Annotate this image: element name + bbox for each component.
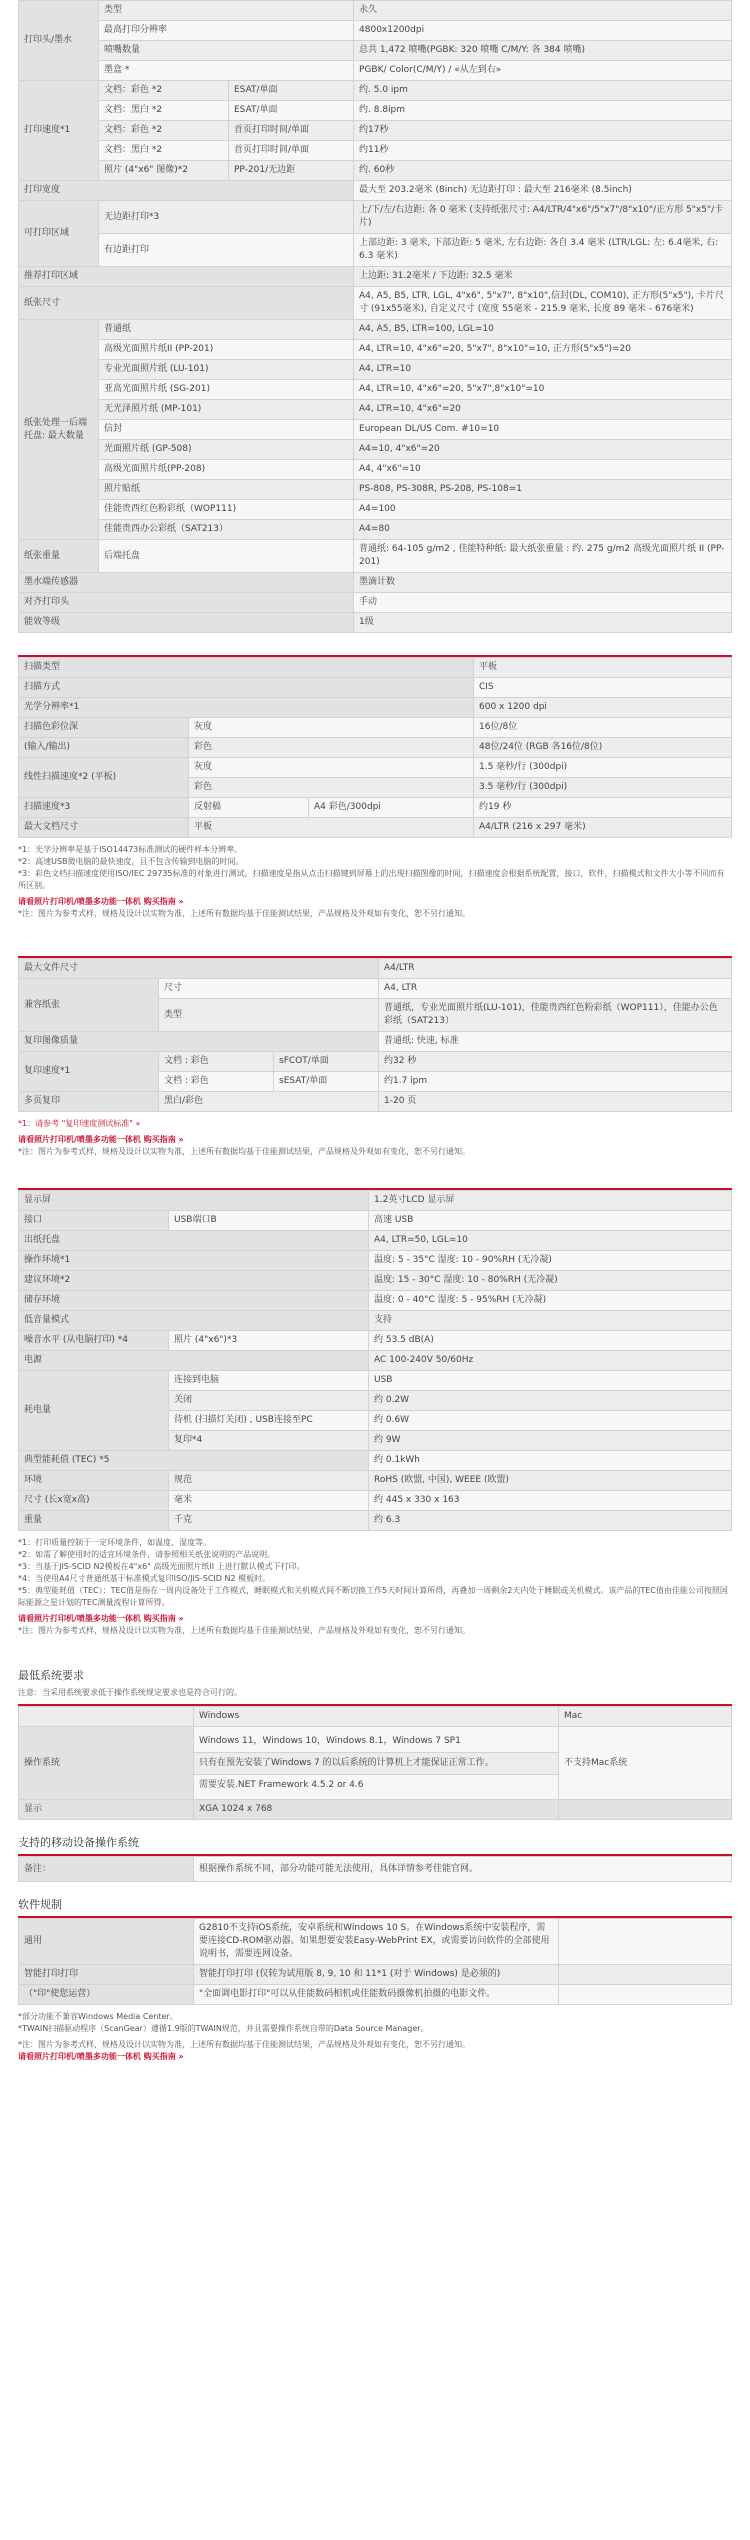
footnote: *3：彩色文档扫描速度使用ISO/IEC 29735标准的对象进行测试。扫描速度是指从点击扫描键到屏幕上的出现扫描图像的时间，扫描速度会根据系统配置，接口，软件，扫描模式和文件大小等不同而有所区别。: [18, 869, 725, 890]
table-cell: [559, 1965, 732, 1985]
table-row: [19, 201, 732, 234]
group-label: 重量: [19, 1511, 169, 1531]
table-cell: 文档：彩色 *2: [99, 121, 229, 141]
table-cell: 无光泽照片纸 (MP-101): [99, 400, 354, 420]
group-label: 推荐打印区域: [19, 267, 354, 287]
table-row: [19, 500, 732, 520]
group-label: 复印速度*1: [19, 1052, 159, 1092]
table-value: 约19 秒: [474, 798, 732, 818]
table-value: A4=100: [354, 500, 732, 520]
scan-notes: [18, 838, 732, 896]
table-value: 1级: [354, 613, 732, 633]
table-cell: [194, 1727, 559, 1800]
table-value: 墨滴计数: [354, 573, 732, 593]
table-cell: sESAT/单面: [274, 1072, 379, 1092]
group-label: 最大文件尺寸: [19, 959, 379, 979]
footnote: *TWAIN扫描驱动程序（ScanGear）遵循1.9版的TWAIN规范，并且需要操作系统自带的Data Source Manager。: [18, 2024, 429, 2033]
table-value: 约. 8.8ipm: [354, 101, 732, 121]
table-row: [19, 1, 732, 21]
table-cell: sFCOT/单面: [274, 1052, 379, 1072]
table-row: [19, 1271, 732, 1291]
table-row: [19, 287, 732, 320]
table-row: [19, 979, 732, 999]
table-cell: 灰度: [189, 758, 474, 778]
table-value: A4/LTR: [379, 959, 732, 979]
table-row: [19, 1052, 732, 1072]
group-label: （"印"使您运营）: [19, 1985, 194, 2005]
table-value: A4, LTR: [379, 979, 732, 999]
scan-spec-table: [18, 657, 732, 838]
table-cell: 反射稿: [189, 798, 309, 818]
table-value: 约 0.2W: [369, 1391, 732, 1411]
table-row: [19, 1451, 732, 1471]
footnote: *部分功能不兼容Windows Media Center。: [18, 2012, 178, 2021]
table-cell: 佳能贵西办公彩纸（SAT213）: [99, 520, 354, 540]
general-spec-section: [18, 1188, 732, 1637]
table-value: European DL/US Com. #10=10: [354, 420, 732, 440]
table-row: [19, 1191, 732, 1211]
table-row: [19, 1371, 732, 1391]
table-row: [19, 678, 732, 698]
table-value: 3.5 毫秒/行 (300dpi): [474, 778, 732, 798]
table-value: 约11秒: [354, 141, 732, 161]
copy-notes: [18, 1112, 732, 1134]
table-value: 普通纸，专业光面照片纸(LU-101)，佳能贵西红色粉彩纸（WOP111），佳能办公色彩纸（SAT213）: [379, 999, 732, 1032]
table-row: [19, 718, 732, 738]
table-value: CIS: [474, 678, 732, 698]
footnote: *1：光学分辨率是基于ISO14473标准测试的硬件样本分辨率。: [18, 845, 243, 854]
table-cell: 佳能贵西红色粉彩纸（WOP111): [99, 500, 354, 520]
table-row: [19, 1351, 732, 1371]
table-cell: ESAT/单面: [229, 81, 354, 101]
table-row: [19, 1331, 732, 1351]
table-value: 约 445 x 330 x 163: [369, 1491, 732, 1511]
system-req-table: [18, 1706, 732, 1820]
table-row: [19, 1311, 732, 1331]
group-label: 储存环境: [19, 1291, 369, 1311]
table-row: [19, 360, 732, 380]
group-label: 耗电量: [19, 1371, 169, 1451]
copy-speed-note[interactable]: *1：请参考 "复印速度测试标准" »: [18, 1119, 141, 1128]
table-value: 平板: [474, 658, 732, 678]
group-label: 最大文档尺寸: [19, 818, 189, 838]
group-label: 打印速度*1: [19, 81, 99, 181]
table-cell: 显示: [19, 1800, 194, 1820]
table-value: A4=10, 4"x6"=20: [354, 440, 732, 460]
table-row: [19, 320, 732, 340]
table-value: 约 9W: [369, 1431, 732, 1451]
table-row: [19, 593, 732, 613]
table-value: A4, LTR=50, LGL=10: [369, 1231, 732, 1251]
table-cell: 照片 (4"x6")*3: [169, 1331, 369, 1351]
group-label: (输入/输出): [19, 738, 189, 758]
table-value: 约 0.1kWh: [369, 1451, 732, 1471]
group-label: 纸张处理一后端托盘: 最大数量: [19, 320, 99, 540]
table-row: [19, 520, 732, 540]
table-value: A4, 4"x6"=10: [354, 460, 732, 480]
table-cell: 类型: [99, 1, 354, 21]
table-row: [19, 1511, 732, 1531]
table-value: A4/LTR (216 x 297 毫米): [474, 818, 732, 838]
table-row: [19, 234, 732, 267]
windows-line: Windows 11，Windows 10，Windows 8.1，Windows 7 SP1: [194, 1731, 558, 1753]
table-value: A4=80: [354, 520, 732, 540]
table-value: 约17秒: [354, 121, 732, 141]
table-value: 温度: 5 - 35°C 湿度: 10 - 90%RH (无冷凝): [369, 1251, 732, 1271]
group-label: 能效等级: [19, 613, 354, 633]
table-row: [19, 1251, 732, 1271]
group-label: 打印头/墨水: [19, 1, 99, 81]
table-value: 约. 5.0 ipm: [354, 81, 732, 101]
group-label: 接口: [19, 1211, 169, 1231]
copy-spec-section: [18, 956, 732, 1158]
system-req-section: [18, 1667, 732, 1820]
table-value: 智能打印打印 (仅转为试用版 8, 9, 10 和 11*1 (对于 Windows) 是必须的): [194, 1965, 559, 1985]
table-cell: 灰度: [189, 718, 474, 738]
table-cell: 文档：彩色 *2: [99, 81, 229, 101]
table-value: 约1.7 ipm: [379, 1072, 732, 1092]
group-label: 对齐打印头: [19, 593, 354, 613]
table-cell: 彩色: [189, 738, 474, 758]
group-label: 智能打印打印: [19, 1965, 194, 1985]
table-value: 1.5 毫秒/行 (300dpi): [474, 758, 732, 778]
table-cell: 有边距打印: [99, 234, 354, 267]
table-cell: 规范: [169, 1471, 369, 1491]
table-value: 支持: [369, 1311, 732, 1331]
disclaimer: *注：图片为参考式样，规格及设计以实物为准，上述所有数据均基于佳能测试结果，产品规格及外观如有变化，恕不另行通知。: [18, 1626, 470, 1635]
table-row: [19, 181, 732, 201]
table-row: [19, 698, 732, 718]
table-row: [19, 1092, 732, 1112]
group-label: 复印图像质量: [19, 1032, 379, 1052]
table-cell: 照片贴纸: [99, 480, 354, 500]
table-cell: [559, 1919, 732, 1965]
section-title: 软件规制: [18, 1898, 62, 1911]
table-cell: 专业光面照片纸 (LU-101): [99, 360, 354, 380]
group-label: 纸张重量: [19, 540, 99, 573]
table-value: 普通纸: 64-105 g/m2 , 佳能特种纸: 最大纸张重量 : 约. 275 g/m2 高级光面照片纸 II (PP-201): [354, 540, 732, 573]
table-cell: 类型: [159, 999, 379, 1032]
footnote: *2：如需了解使用时的适宜环境条件，请参照相关纸张说明的产品说明。: [18, 1550, 276, 1559]
buying-guide-link[interactable]: 请看照片打印机/喷墨多功能一体机 购买指南 »: [18, 897, 184, 906]
table-cell: 文档 : 彩色: [159, 1052, 274, 1072]
table-row: [19, 613, 732, 633]
table-cell: 信封: [99, 420, 354, 440]
table-cell: 光面照片纸 (GP-508): [99, 440, 354, 460]
table-cell: [559, 1985, 732, 2005]
table-cell: 复印*4: [169, 1431, 369, 1451]
table-value: 约. 60秒: [354, 161, 732, 181]
table-cell: [559, 1800, 732, 1820]
table-row: [19, 420, 732, 440]
table-value: G2810不支持iOS系统，安卓系统和Windows 10 S。在Windows系统中安装程序，需要连接CD-ROM驱动器。如果想要安装Easy-WebPrint EX，或需要访问软件的全部使用说明书，需要连网设备。: [194, 1919, 559, 1965]
software-notes: [18, 2005, 732, 2039]
buying-guide-link[interactable]: 请看照片打印机/喷墨多功能一体机 购买指南 »: [18, 2052, 184, 2061]
table-value: A4, LTR=10, 4"x6"=20, 5"x7",8"x10"=10: [354, 380, 732, 400]
table-row: [19, 1491, 732, 1511]
table-value: 上/下/左/右边距: 各 0 毫米 (支持纸张尺寸: A4/LTR/4"x6"/5"x7"/8"x10"/正方形 5"x5"/卡片): [354, 201, 732, 234]
software-table: [18, 1918, 732, 2005]
group-label: 建议环境*2: [19, 1271, 369, 1291]
group-label: 线性扫描速度*2 (平板): [19, 758, 189, 798]
section-title: 最低系统要求: [18, 1669, 84, 1682]
table-value: A4, A5, B5, LTR, LGL, 4"x6", 5"x7", 8"x10",信封(DL, COM10), 正方形(5"x5"), 卡片尺寸 (91x55毫米), 自定义尺寸 (宽度 55毫米 - 215.9 毫米, 长度 89 毫米 - 676毫米): [354, 287, 732, 320]
table-row: [19, 1231, 732, 1251]
table-cell: 墨盒 *: [99, 61, 354, 81]
table-cell: 亚高光面照片纸 (SG-201): [99, 380, 354, 400]
table-cell: 连接到电脑: [169, 1371, 369, 1391]
mobile-os-table: [18, 1856, 732, 1882]
table-row: [19, 400, 732, 420]
table-row: [19, 1857, 732, 1882]
table-cell: Windows: [194, 1707, 559, 1727]
table-value: 600 x 1200 dpi: [474, 698, 732, 718]
section-subtitle: 注意：当采用系统要求低于操作系统规定要求也是符合可行的。: [18, 1688, 242, 1697]
table-row: [19, 460, 732, 480]
group-label: 电源: [19, 1351, 369, 1371]
group-label: 可打印区域: [19, 201, 99, 267]
table-value: 16位/8位: [474, 718, 732, 738]
table-cell: 无边距打印*3: [99, 201, 354, 234]
table-row: [19, 101, 732, 121]
group-label: 低音量模式: [19, 1311, 369, 1331]
table-row: [19, 738, 732, 758]
windows-line: 只有在预先安装了Windows 7 的以后系统的计算机上才能保证正常工作。: [194, 1753, 558, 1775]
table-value: 4800x1200dpi: [354, 21, 732, 41]
table-row: [19, 267, 732, 287]
table-cell: 彩色: [189, 778, 474, 798]
group-label: 噪音水平 (从电脑打印) *4: [19, 1331, 169, 1351]
group-label: 扫描类型: [19, 658, 474, 678]
table-value: 约 6.3: [369, 1511, 732, 1531]
table-cell: 文档 : 彩色: [159, 1072, 274, 1092]
print-spec-section: [18, 0, 732, 633]
general-spec-table: [18, 1190, 732, 1531]
table-value: PGBK/ Color(C/M/Y) / «从左到右»: [354, 61, 732, 81]
table-cell: 待机 (扫描灯关闭) , USB连接至PC: [169, 1411, 369, 1431]
windows-line: 需要安装.NET Framework 4.5.2 or 4.6: [199, 1779, 364, 1790]
table-row: [19, 658, 732, 678]
table-cell: 首页打印时间/单面: [229, 141, 354, 161]
table-value: A4, LTR=10, 4"x6"=20: [354, 400, 732, 420]
buying-guide-link[interactable]: 请看照片打印机/喷墨多功能一体机 购买指南 »: [18, 1614, 184, 1623]
table-value: 温度: 0 - 40°C 湿度: 5 - 95%RH (无冷凝): [369, 1291, 732, 1311]
table-row: [19, 141, 732, 161]
table-row: [19, 1211, 732, 1231]
table-row: [19, 1727, 732, 1800]
table-cell: 首页打印时间/单面: [229, 121, 354, 141]
group-label: 多页复印: [19, 1092, 159, 1112]
table-value: 高速 USB: [369, 1211, 732, 1231]
group-label: 扫描色彩位深: [19, 718, 189, 738]
table-row: [19, 161, 732, 181]
table-value: PS-808, PS-308R, PS-208, PS-108=1: [354, 480, 732, 500]
table-cell: 喷嘴数量: [99, 41, 354, 61]
table-cell: A4 彩色/300dpi: [309, 798, 474, 818]
group-label: 扫描速度*3: [19, 798, 189, 818]
table-cell: [19, 1707, 194, 1727]
disclaimer: *注：图片为参考式样，规格及设计以实物为准，上述所有数据均基于佳能测试结果，产品规格及外观如有变化，恕不另行通知。: [18, 909, 470, 918]
group-label: 兼容纸张: [19, 979, 159, 1032]
table-row: [19, 540, 732, 573]
table-row: [19, 1291, 732, 1311]
group-label: 光学分辨率*1: [19, 698, 474, 718]
group-label: 纸张尺寸: [19, 287, 354, 320]
table-cell: 最高打印分辨率: [99, 21, 354, 41]
table-cell: ESAT/单面: [229, 101, 354, 121]
table-cell: 尺寸: [159, 979, 379, 999]
table-value: 上部边距: 3 毫米, 下部边距: 5 毫米, 左右边距: 各自 3.4 毫米 (LTR/LGL: 左: 6.4毫米, 右: 6.3 毫米): [354, 234, 732, 267]
table-cell: 千克: [169, 1511, 369, 1531]
group-label: 通用: [19, 1919, 194, 1965]
footnote: *3：当基于JIS-SCID N2模板在4"x6" 高级光面照片纸II 上进行默认模式下打印。: [18, 1562, 305, 1571]
group-label: 扫描方式: [19, 678, 474, 698]
table-value: 温度: 15 - 30°C 湿度: 10 - 80%RH (无冷凝): [369, 1271, 732, 1291]
table-value: 约32 秒: [379, 1052, 732, 1072]
table-cell: PP-201/无边距: [229, 161, 354, 181]
software-section: [18, 1896, 732, 2063]
copy-spec-table: [18, 958, 732, 1112]
mobile-os-section: [18, 1834, 732, 1882]
table-value: A4, LTR=10, 4"x6"=20, 5"x7", 8"x10"=10, 正方形(5"x5")=20: [354, 340, 732, 360]
table-cell: USB端口B: [169, 1211, 369, 1231]
table-row: [19, 380, 732, 400]
table-row: [19, 121, 732, 141]
table-value: 上边距: 31.2毫米 / 下边距: 32.5 毫米: [354, 267, 732, 287]
footnote: *1：打印质量控制于一定环境条件，如温度、湿度等。: [18, 1538, 212, 1547]
footnote: *4：当使用A4尺寸普通纸基于标准模式复印ISO/JIS-SCID N2 模板时。: [18, 1574, 271, 1583]
general-notes: [18, 1531, 732, 1613]
table-value: RoHS (欧盟, 中国), WEEE (欧盟): [369, 1471, 732, 1491]
table-value: "全面调电影打印"可以从佳能数码相机或佳能数码摄像机拍摄的电影文件。: [194, 1985, 559, 2005]
table-cell: 高级光面照片纸II (PP-201): [99, 340, 354, 360]
table-row: [19, 1032, 732, 1052]
table-row: [19, 61, 732, 81]
table-row: [19, 440, 732, 460]
table-cell: 普通纸: [99, 320, 354, 340]
print-spec-table: [18, 0, 732, 633]
table-row: [19, 1800, 732, 1820]
group-label: 尺寸 (长x宽x高): [19, 1491, 169, 1511]
table-cell: 关闭: [169, 1391, 369, 1411]
table-value: 最大至 203.2毫米 (8inch) 无边距打印 : 最大至 216毫米 (8.5inch): [354, 181, 732, 201]
group-label: 显示屏: [19, 1191, 369, 1211]
disclaimer: *注：图片为参考式样，规格及设计以实物为准，上述所有数据均基于佳能测试结果，产品规格及外观如有变化，恕不另行通知。: [18, 1147, 470, 1156]
table-value: A4, LTR=10: [354, 360, 732, 380]
table-row: [19, 1965, 732, 1985]
table-value: AC 100-240V 50/60Hz: [369, 1351, 732, 1371]
table-row: [19, 41, 732, 61]
table-cell: 操作系统: [19, 1727, 194, 1800]
table-value: 普通纸: 快速, 标准: [379, 1032, 732, 1052]
table-value: 48位/24位 (RGB 各16位/8位): [474, 738, 732, 758]
table-value: 手动: [354, 593, 732, 613]
table-row: [19, 573, 732, 593]
table-row: [19, 21, 732, 41]
table-row: [19, 1919, 732, 1965]
table-value: USB: [369, 1371, 732, 1391]
table-cell: 黑白/彩色: [159, 1092, 379, 1112]
table-cell: 根据操作系统不同，部分功能可能无法使用，具体详情参考佳能官网。: [194, 1857, 732, 1882]
group-label: 墨水端传感器: [19, 573, 354, 593]
table-cell: 文档：黑白 *2: [99, 141, 229, 161]
table-row: [19, 1707, 732, 1727]
table-cell: 高级光面照片纸(PP-208): [99, 460, 354, 480]
group-label: 环境: [19, 1471, 169, 1491]
group-label: 操作环境*1: [19, 1251, 369, 1271]
table-cell: 备注：: [19, 1857, 194, 1882]
buying-guide-link[interactable]: 请看照片打印机/喷墨多功能一体机 购买指南 »: [18, 1135, 184, 1144]
table-row: [19, 81, 732, 101]
table-cell: 不支持Mac系统: [559, 1727, 732, 1800]
table-row: [19, 480, 732, 500]
table-row: [19, 1985, 732, 2005]
table-value: 1-20 页: [379, 1092, 732, 1112]
table-row: [19, 798, 732, 818]
table-cell: XGA 1024 x 768: [194, 1800, 559, 1820]
table-row: [19, 818, 732, 838]
group-label: 出纸托盘: [19, 1231, 369, 1251]
table-row: [19, 959, 732, 979]
group-label: 打印宽度: [19, 181, 354, 201]
table-cell: 毫米: [169, 1491, 369, 1511]
footnote: *2：高速USB微电脑的最快速度，且不包含传输到电脑的时间。: [18, 857, 244, 866]
table-value: 永久: [354, 1, 732, 21]
table-cell: 文档：黑白 *2: [99, 101, 229, 121]
table-cell: 后端托盘: [99, 540, 354, 573]
section-title: 支持的移动设备操作系统: [18, 1836, 139, 1849]
table-row: [19, 340, 732, 360]
table-value: 约 53.5 dB(A): [369, 1331, 732, 1351]
table-value: 约 0.6W: [369, 1411, 732, 1431]
table-value: 总共 1,472 喷嘴(PGBK: 320 喷嘴 C/M/Y: 各 384 喷嘴): [354, 41, 732, 61]
table-row: [19, 1471, 732, 1491]
table-cell: Mac: [559, 1707, 732, 1727]
table-cell: 平板: [189, 818, 474, 838]
group-label: 典型能耗值 (TEC) *5: [19, 1451, 369, 1471]
table-value: A4, A5, B5, LTR=100, LGL=10: [354, 320, 732, 340]
scan-spec-section: [18, 655, 732, 920]
table-cell: 照片 (4"x6" 图像)*2: [99, 161, 229, 181]
table-row: [19, 758, 732, 778]
disclaimer: *注：图片为参考式样，规格及设计以实物为准，上述所有数据均基于佳能测试结果，产品规格及外观如有变化，恕不另行通知。: [18, 2040, 470, 2049]
table-value: 1.2英寸LCD 显示屏: [369, 1191, 732, 1211]
footnote: *5：典型能耗值（TEC）：TEC值是指在一周内设备处于工作模式，睡眠模式和关机模式间不断切换工作5天时间计算所得，再叠加一周剩余2天内处于睡眠或关机模式。该产品的TEC值由佳能公司按照国际能源之星计划的TEC测量流程计算所得。: [18, 1586, 728, 1607]
